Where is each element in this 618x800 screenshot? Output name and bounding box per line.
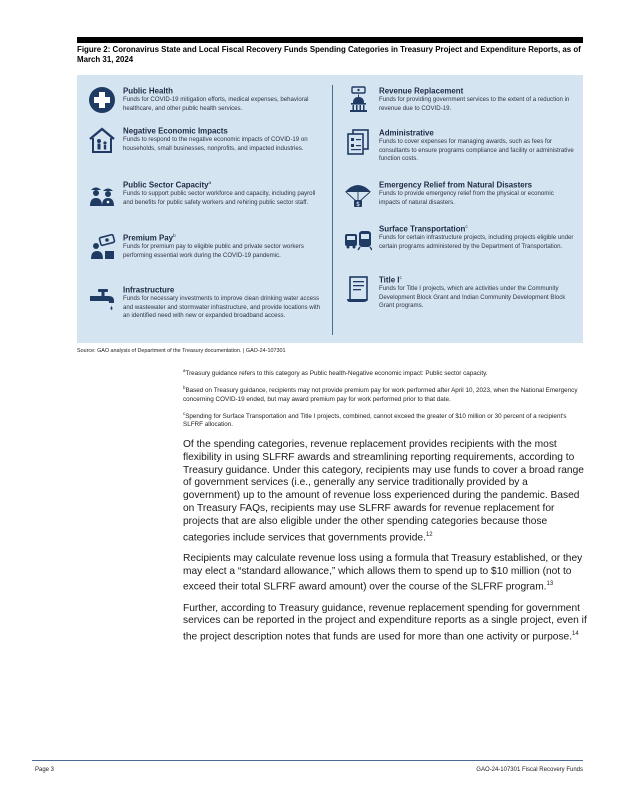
public-workers-icon: [87, 179, 117, 209]
parachute-relief-icon: [343, 179, 373, 209]
category-name: Infrastructure: [123, 285, 175, 295]
figure-source: Source: GAO analysis of Department of the Treasury documentation. | GAO-24-107301: [77, 348, 286, 354]
category-name: Public Health: [123, 86, 173, 96]
categories-panel: Public Health Funds for COVID-19 mitigation efforts, medical expenses, behavioral healthcare, and other public health services. Negative Economic Impacts Funds to respond to the negative economic impacts of COVID-19 on households, small businesses, nonprofits, and impacted industries. Public Sector Capacity$^a$ Funds to support public sector workforce and capacity, including payroll and benefits for public safety workers and rehiring public sector staff. Premium Pay$^b$ Funds for premium pay to eligible public and private sector workers performing essential work during the COVID-19 pandemic. Infrastructure Funds for necessary investments to improve clean drinking water access and wastewater and stormwater infrastructure, and provide locations with an identified need with new or expanded broadband access. Revenue Replacement Funds for providing government services to the extent of a reduction in revenue due to COVID-19. Administrative Funds to cover expenses for managing awards, such as fees for consultants to ensure programs compliance and facility or administrative function costs. $ Emergency Relief from Natural Disasters Funds to provide emergency relief from the physical or economic impacts of natural disasters. Surface Transportation$^c$ Funds for certain infrastructure projects, including projects eligible under certain programs administered by the Department of Transportation. Title $I^c$ Funds for Title I projects, which are activities under the Community Development Block Grant and Indian Community Development Block Grant programs.: [77, 75, 583, 343]
footnote-a: $^a$Treasury guidance refers to this category as Public health-Negative economic impact: Public sector capacity.: [183, 368, 488, 378]
category-name: Surface Transportation: [379, 224, 466, 234]
category-description: Funds for Title I projects, which are activities under the Community Development Block Grant and Indian Community Development Block Grant programs.: [379, 285, 566, 310]
house-family-icon: [87, 125, 117, 155]
body-text: [183, 439, 587, 652]
top-rule: [77, 37, 583, 43]
category-description: Funds to provide emergency relief from the physical or economic impacts of natural disasters.: [379, 190, 554, 206]
svg-text:$: $: [356, 201, 360, 208]
premium-pay-icon: [87, 232, 117, 262]
paragraph: Of the spending categories, revenue replacement provides recipients with the most flexibility in using SLFRF awards and streamlining reporting requirements, according to Treasury guidance. Under this category, recipients may use funds to cover a broad range of government services (i.e., generally any service traditionally provided by a government) up to the amount of revenue loss experienced during the pandemic. Based on Treasury FAQs, recipients may use SLFRF awards for revenue replacement for projects that are also eligible under the other spending categories because those categories include services that governments provide.$^{12}$: [183, 439, 584, 543]
category-name: Revenue Replacement: [379, 86, 464, 96]
category-description: Funds for necessary investments to improve clean drinking water access and wastewater and stormwater infrastructure, and provide locations with an identified need with new or expanded broadband access.: [123, 295, 321, 320]
category-name: Emergency Relief from Natural Disasters: [379, 180, 533, 190]
category-name: Negative Economic Impacts: [123, 126, 228, 136]
category-description: Funds to cover expenses for managing awards, such as fees for consultants to ensure programs compliance and facility or administrative function costs.: [379, 138, 574, 163]
figure-title: Figure 2: Coronavirus State and Local Fiscal Recovery Funds Spending Categories in Treasury Project and Expenditure Reports, as of March 31, 2024: [77, 45, 581, 64]
category-description: Funds for certain infrastructure projects, including projects eligible under certain programs administered by the Department of Transportation.: [379, 234, 574, 250]
medical-cross-icon: [87, 85, 117, 115]
page-number: Page 3: [35, 767, 55, 773]
category-description: Funds to support public sector workforce and capacity, including payroll and benefits for public safety workers and rehiring public sector staff.: [123, 190, 316, 206]
footnote-c: $^c$Spending for Surface Transportation and Title I projects, combined, cannot exceed the greater of $10 million or 30 percent of a recipient's SLFRF allocation.: [183, 410, 567, 429]
category-name: Premium Pay: [123, 233, 173, 243]
category-name: Public Sector Capacity: [123, 180, 209, 190]
transit-vehicles-icon: [343, 223, 373, 253]
documents-icon: [343, 127, 373, 157]
paragraph: Further, according to Treasury guidance, revenue replacement spending for government services can be reported in the project and expenditure reports as a single project, even if the project description notes that funds are used for more than one activity or purpose.$^{14}$: [183, 602, 587, 643]
capitol-money-icon: [343, 85, 373, 115]
certificate-icon: [343, 274, 373, 304]
category-description: Funds to respond to the negative economic impacts of COVID-19 on households, small businesses, nonprofits, and impacted industries.: [123, 136, 308, 152]
report-number: GAO-24-107301 Fiscal Recovery Funds: [476, 767, 583, 773]
water-faucet-icon: [87, 284, 117, 314]
footnote-b: $^b$Based on Treasury guidance, recipients may not provide premium pay for work performed after April 10, 2023, when the National Emergency concerning COVID-19 ended, but may award premium pay for work performed prior to that date.: [183, 385, 578, 403]
category-description: Funds for COVID-19 mitigation efforts, medical expenses, behavioral healthcare, and other public health services.: [123, 96, 309, 112]
footnotes: [183, 367, 581, 435]
category-name: Title I: [379, 275, 400, 285]
footer-rule: [32, 760, 583, 761]
category-description: Funds for providing government services to the extent of a reduction in revenue due to COVID-19.: [379, 96, 570, 112]
paragraph: Recipients may calculate revenue loss using a formula that Treasury established, or they may elect a “standard allowance,” which allows them to spend up to $10 million (not to exceed their total SLFRF award amount) over the course of the SLFRF program.$^{13}$: [183, 552, 583, 593]
column-divider: [332, 85, 333, 335]
category-description: Funds for premium pay to eligible public and private sector workers performing essential work during the COVID-19 pandemic.: [123, 243, 304, 259]
category-name: Administrative: [379, 128, 434, 138]
